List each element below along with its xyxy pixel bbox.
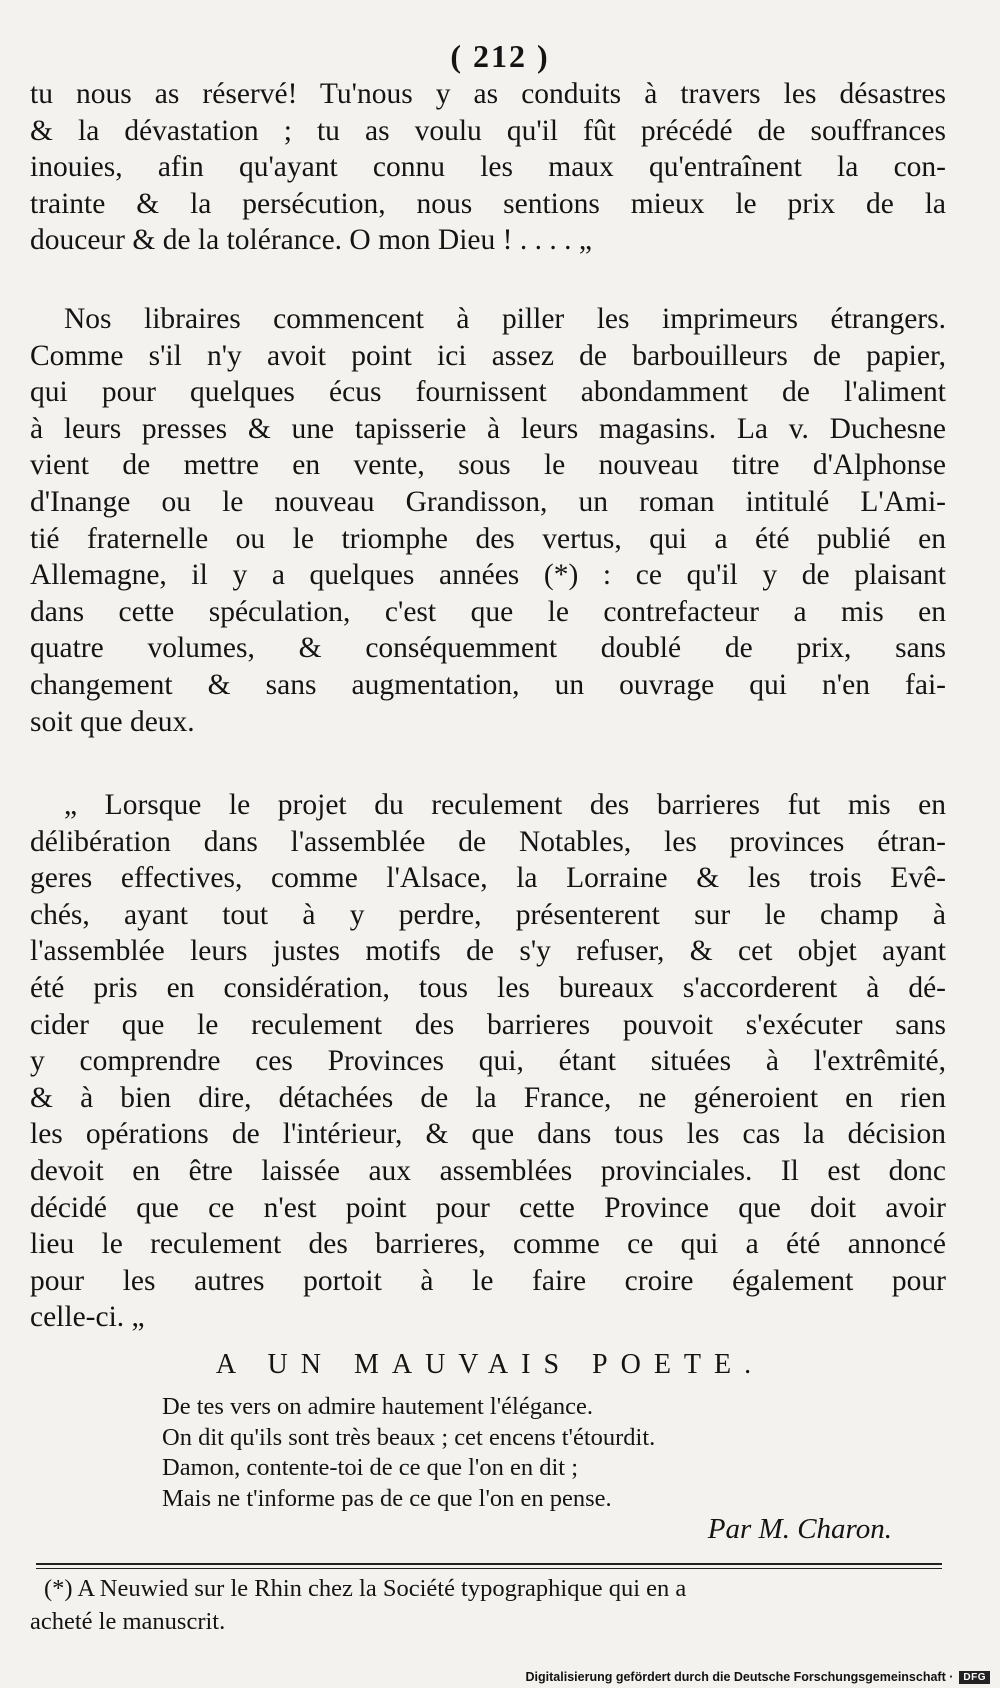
text-line: & à bien dire, détachées de la France, ne géneroient en rien — [30, 1081, 946, 1114]
text-line: Comme s'il n'y avoit point ici assez de barbouilleurs de papier, — [30, 339, 946, 372]
text-line: l'assemblée leurs justes motifs de s'y refuser, & cet objet ayant — [30, 935, 946, 968]
text-line: décidé que ce n'est point pour cette Province que doit avoir — [30, 1191, 946, 1224]
text-line: été pris en considération, tous les bureaux s'accorderent à dé- — [30, 971, 946, 1004]
footnote-line: acheté le manuscrit. — [30, 1608, 226, 1635]
text-line: inouies, afin qu'ayant connu les maux qu'entraînent la con- — [30, 151, 946, 184]
text-line: lieu le reculement des barrieres, comme ce qui a été annoncé — [30, 1228, 946, 1261]
signature: Par M. Charon. — [707, 1513, 892, 1545]
page-number: ( 212 ) — [450, 38, 550, 74]
text-line: d'Inange ou le nouveau Grandisson, un roman intitulé L'Ami- — [30, 485, 946, 518]
text-line: vient de mettre en vente, sous le nouveau titre d'Alphonse — [30, 449, 946, 482]
footnote-divider — [36, 1563, 942, 1569]
poem — [162, 1392, 922, 1514]
paragraph-1 — [30, 76, 946, 259]
poem-line: Damon, contente-toi de ce que l'on en dit ; — [162, 1454, 579, 1481]
text-line: délibération dans l'assemblée de Notables, les provinces étran- — [30, 825, 946, 858]
credit-text: Digitalisierung gefördert durch die Deutsche Forschungsgemeinschaft · — [525, 1670, 954, 1684]
text-line: douceur & de la tolérance. O mon Dieu ! . . . . „ — [30, 224, 592, 257]
text-line: pour les autres portoit à le faire croire également pour — [30, 1264, 946, 1297]
text-line: cider que le reculement des barrieres pouvoit s'exécuter sans — [30, 1008, 946, 1041]
poem-line: De tes vers on admire hautement l'élégance. — [162, 1393, 593, 1420]
text-line: „ Lorsque le projet du reculement des barrieres fut mis en — [64, 789, 946, 821]
poem-title: A UN MAUVAIS POETE. — [215, 1349, 765, 1380]
text-line: geres effectives, comme l'Alsace, la Lorraine & les trois Evê- — [30, 862, 946, 895]
digitization-credit — [526, 1670, 990, 1684]
text-line: tié fraternelle ou le triomphe des vertus, qui a été publié en — [30, 522, 946, 555]
text-line: les opérations de l'intérieur, & que dans tous les cas la décision — [30, 1118, 946, 1151]
text-line: dans cette spéculation, c'est que le contrefacteur a mis en — [30, 595, 946, 628]
text-line: Nos libraires commencent à piller les imprimeurs étrangers. — [64, 303, 946, 335]
text-line: & la dévastation ; tu as voulu qu'il fût précédé de souffrances — [30, 114, 946, 147]
poem-line: On dit qu'ils sont très beaux ; cet encens t'étourdit. — [162, 1423, 656, 1451]
text-line: à leurs presses & une tapisserie à leurs magasins. La v. Duchesne — [30, 412, 946, 445]
text-line: celle-ci. „ — [30, 1301, 145, 1334]
text-line: quatre volumes, & conséquemment doublé de prix, sans — [30, 632, 946, 665]
paragraph-2 — [30, 301, 946, 740]
footnote-line: (*) A Neuwied sur le Rhin chez la Société typographique qui en a — [44, 1575, 687, 1602]
footnote — [30, 1572, 940, 1638]
text-line: devoit en être laissée aux assemblées provinciales. Il est donc — [30, 1154, 946, 1187]
text-line: soit que deux. — [30, 705, 195, 738]
text-line: chés, ayant tout à y perdre, présenterent sur le champ à — [30, 898, 946, 931]
text-line: Allemagne, il y a quelques années (*) : ce qu'il y de plaisant — [30, 559, 946, 592]
text-line: y comprendre ces Provinces qui, étant situées à l'extrêmité, — [30, 1045, 946, 1078]
text-line: qui pour quelques écus fournissent abondamment de l'aliment — [30, 376, 946, 409]
poem-line: Mais ne t'informe pas de ce que l'on en pense. — [162, 1484, 612, 1512]
paragraph-3 — [30, 787, 946, 1336]
text-line: trainte & la persécution, nous sentions mieux le prix de la — [30, 187, 946, 220]
text-line: changement & sans augmentation, un ouvrage qui n'en fai- — [30, 668, 946, 701]
dfg-logo-icon: DFG — [959, 1671, 990, 1684]
text-line: tu nous as réservé! Tu'nous y as conduits à travers les désastres — [30, 78, 946, 110]
